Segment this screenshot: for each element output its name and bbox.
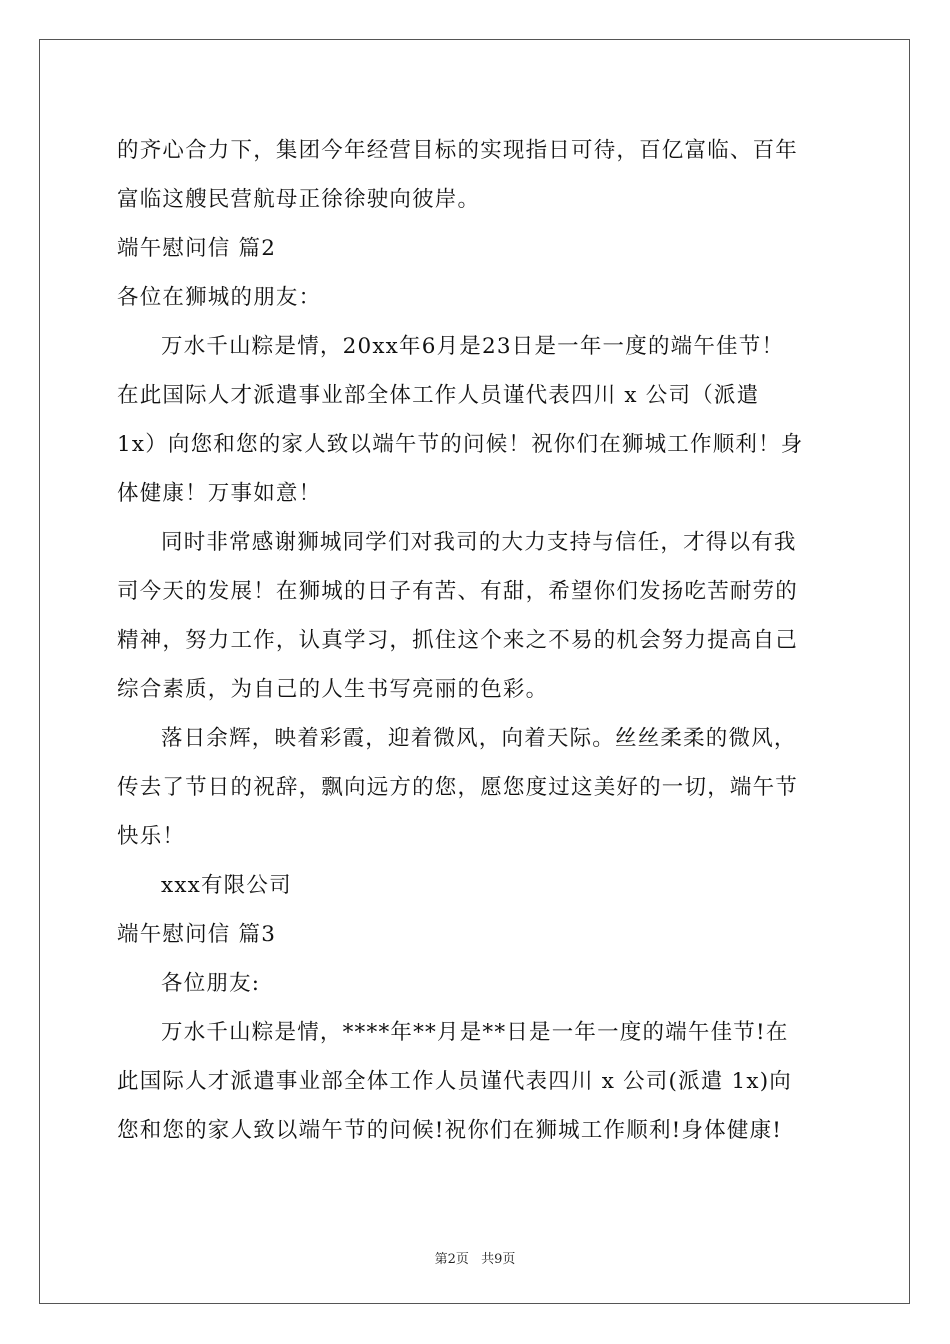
text-line: 综合素质，为自己的人生书写亮丽的色彩。 bbox=[117, 677, 549, 702]
section-heading: 端午慰问信 篇3 bbox=[117, 922, 277, 947]
text-line: 精神，努力工作，认真学习，抓住这个来之不易的机会努力提高自己 bbox=[117, 628, 799, 653]
text-line: 体健康！万事如意！ bbox=[117, 481, 322, 506]
salutation: 各位在狮城的朋友： bbox=[117, 285, 322, 310]
section-heading: 端午慰问信 篇2 bbox=[117, 236, 277, 261]
text-line: 万水千山粽是情，****年**月是**日是一年一度的端午佳节!在 bbox=[161, 1020, 789, 1045]
document-body bbox=[117, 126, 837, 1155]
text-line: 在此国际人才派遣事业部全体工作人员谨代表四川 x 公司（派遣 bbox=[117, 383, 760, 408]
text-line: 的齐心合力下，集团今年经营目标的实现指日可待，百亿富临、百年 bbox=[117, 138, 799, 163]
page-total: 共9页 bbox=[481, 1252, 516, 1267]
text-line: 传去了节日的祝辞，飘向远方的您，愿您度过这美好的一切，端午节 bbox=[117, 775, 799, 800]
text-line: 司今天的发展！在狮城的日子有苦、有甜，希望你们发扬吃苦耐劳的 bbox=[117, 579, 799, 604]
text-line: 万水千山粽是情，20xx年6月是23日是一年一度的端午佳节！ bbox=[161, 334, 785, 359]
text-line: 快乐！ bbox=[117, 824, 186, 849]
page-number: 第2页 bbox=[434, 1252, 469, 1267]
text-line: 您和您的家人致以端午节的问候!祝你们在狮城工作顺利!身体健康! bbox=[117, 1118, 783, 1143]
signature: xxx有限公司 bbox=[161, 873, 292, 898]
text-line: 同时非常感谢狮城同学们对我司的大力支持与信任，才得以有我 bbox=[161, 530, 797, 555]
salutation: 各位朋友: bbox=[161, 971, 261, 996]
page-footer bbox=[0, 1248, 950, 1267]
text-line: 1x）向您和您的家人致以端午节的问候！祝你们在狮城工作顺利！身 bbox=[117, 432, 804, 457]
text-line: 此国际人才派遣事业部全体工作人员谨代表四川 x 公司(派遣 1x)向 bbox=[117, 1069, 793, 1094]
text-line: 落日余辉，映着彩霞，迎着微风，向着天际。丝丝柔柔的微风， bbox=[161, 726, 797, 751]
text-line: 富临这艘民营航母正徐徐驶向彼岸。 bbox=[117, 187, 481, 212]
